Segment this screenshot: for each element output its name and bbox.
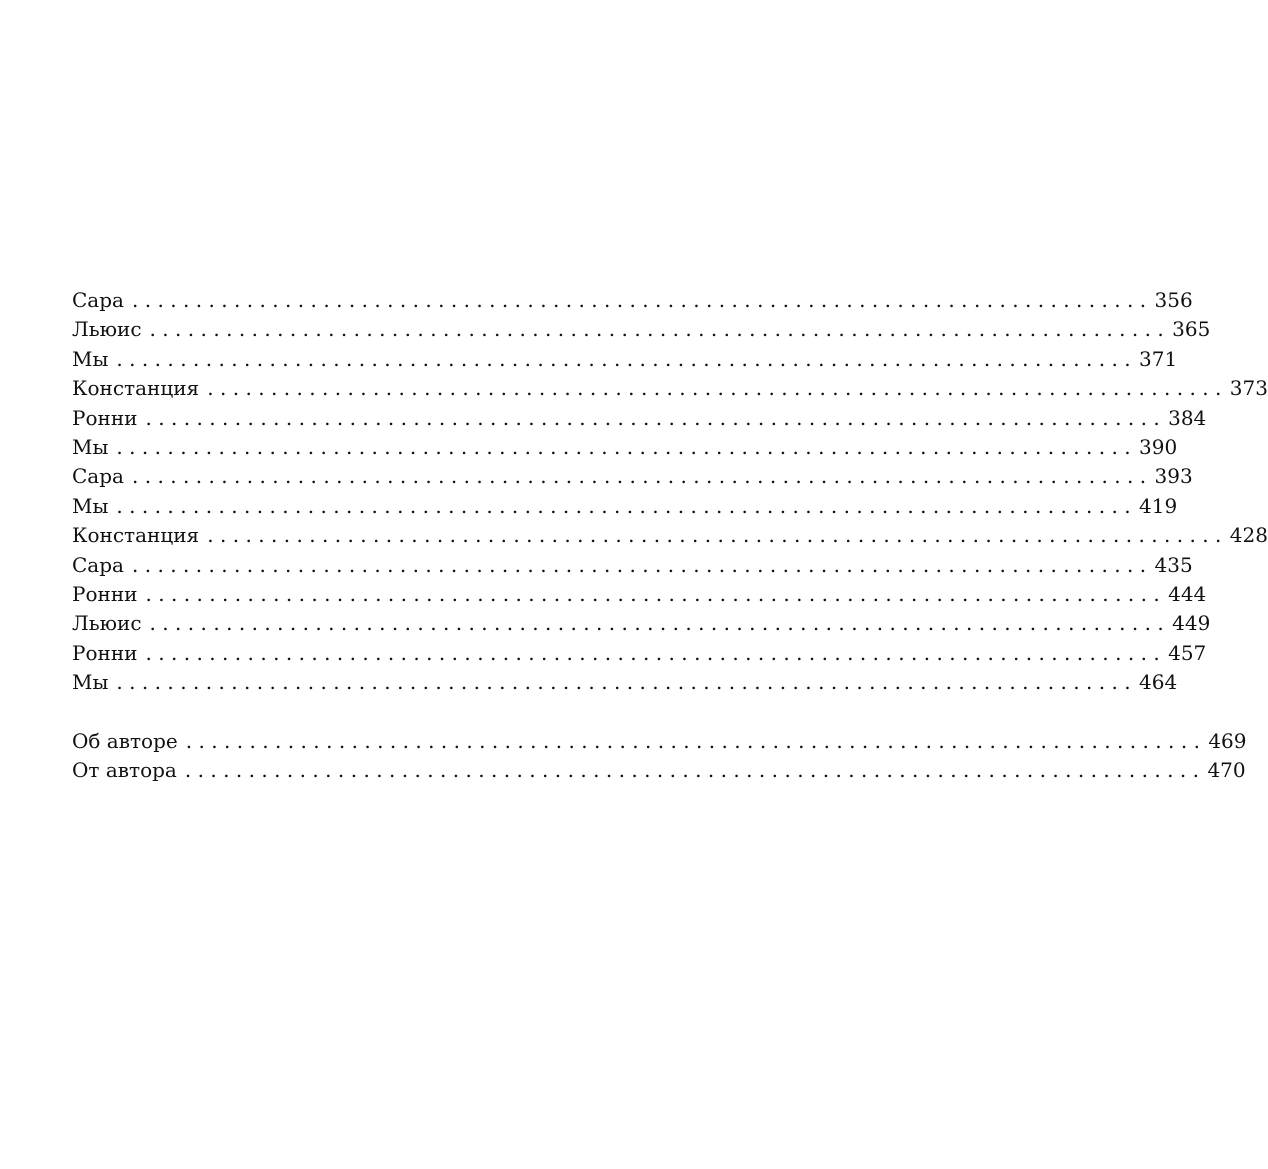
toc-entry [72, 668, 1178, 697]
toc-entry-title: Мы [72, 493, 109, 518]
toc-entry-page: 449 [1172, 611, 1211, 636]
toc-entry-page: 393 [1154, 464, 1193, 489]
toc-entry [72, 521, 1268, 550]
toc-entry-title: Сара [72, 552, 124, 577]
table-of-contents-appendix [72, 727, 1247, 786]
dot-leader: ................................................................................ [131, 288, 1153, 312]
toc-entry-page: 371 [1139, 346, 1178, 371]
toc-entry-title: Мы [72, 670, 109, 695]
toc-entry-page: 384 [1168, 405, 1207, 430]
toc-entry-page: 444 [1168, 581, 1207, 606]
dot-leader: ................................................................................ [116, 434, 1137, 459]
toc-entry-page: 373 [1229, 376, 1268, 401]
toc-entry-title: Льюис [72, 317, 142, 342]
toc-entry [72, 404, 1207, 433]
toc-entry-page: 435 [1154, 552, 1193, 577]
dot-leader: ................................................................................ [207, 376, 1228, 401]
toc-entry-title: Ронни [72, 405, 138, 430]
toc-entry-title: От автора [72, 758, 177, 783]
toc-entry [72, 315, 1211, 344]
toc-entry [72, 639, 1207, 668]
toc-entry [72, 727, 1247, 756]
toc-entry-page: 390 [1139, 434, 1178, 459]
toc-entry [72, 345, 1178, 374]
toc-entry [72, 462, 1193, 491]
toc-entry-page: 428 [1229, 523, 1268, 548]
toc-entry-title: Льюис [72, 611, 142, 636]
toc-entry [72, 580, 1207, 609]
toc-entry-title: Констанция [72, 523, 200, 548]
dot-leader: ................................................................................ [185, 729, 1207, 753]
toc-entry [72, 286, 1193, 315]
toc-entry-page: 419 [1139, 493, 1178, 518]
dot-leader: ................................................................................ [184, 758, 1206, 783]
dot-leader: ................................................................................ [149, 317, 1171, 342]
toc-entry [72, 756, 1246, 785]
toc-entry-title: Сара [72, 288, 124, 312]
toc-entry [72, 374, 1268, 403]
table-of-contents [72, 286, 1268, 697]
dot-leader: ................................................................................ [145, 581, 1167, 606]
dot-leader: ................................................................................ [145, 405, 1167, 430]
toc-entry-page: 356 [1154, 288, 1193, 312]
dot-leader: ................................................................................ [131, 464, 1153, 489]
toc-entry-page: 457 [1168, 640, 1207, 665]
dot-leader: ................................................................................ [116, 670, 1137, 695]
toc-entry-title: Мы [72, 346, 109, 371]
toc-entry-title: Констанция [72, 376, 200, 401]
toc-entry [72, 551, 1193, 580]
toc-entry-page: 470 [1207, 758, 1246, 783]
dot-leader: ................................................................................ [149, 611, 1171, 636]
toc-entry-page: 464 [1139, 670, 1178, 695]
toc-entry-title: Ронни [72, 640, 138, 665]
toc-entry-title: Мы [72, 434, 109, 459]
toc-entry [72, 433, 1178, 462]
toc-entry-page: 469 [1208, 729, 1247, 753]
dot-leader: ................................................................................ [145, 640, 1167, 665]
toc-entry-title: Ронни [72, 581, 138, 606]
dot-leader: ................................................................................ [207, 523, 1228, 548]
dot-leader: ................................................................................ [116, 493, 1137, 518]
toc-entry-title: Сара [72, 464, 124, 489]
toc-entry-page: 365 [1172, 317, 1211, 342]
toc-entry [72, 609, 1211, 638]
dot-leader: ................................................................................ [131, 552, 1153, 577]
toc-entry-title: Об авторе [72, 729, 178, 753]
toc-entry [72, 492, 1178, 521]
dot-leader: ................................................................................ [116, 346, 1137, 371]
